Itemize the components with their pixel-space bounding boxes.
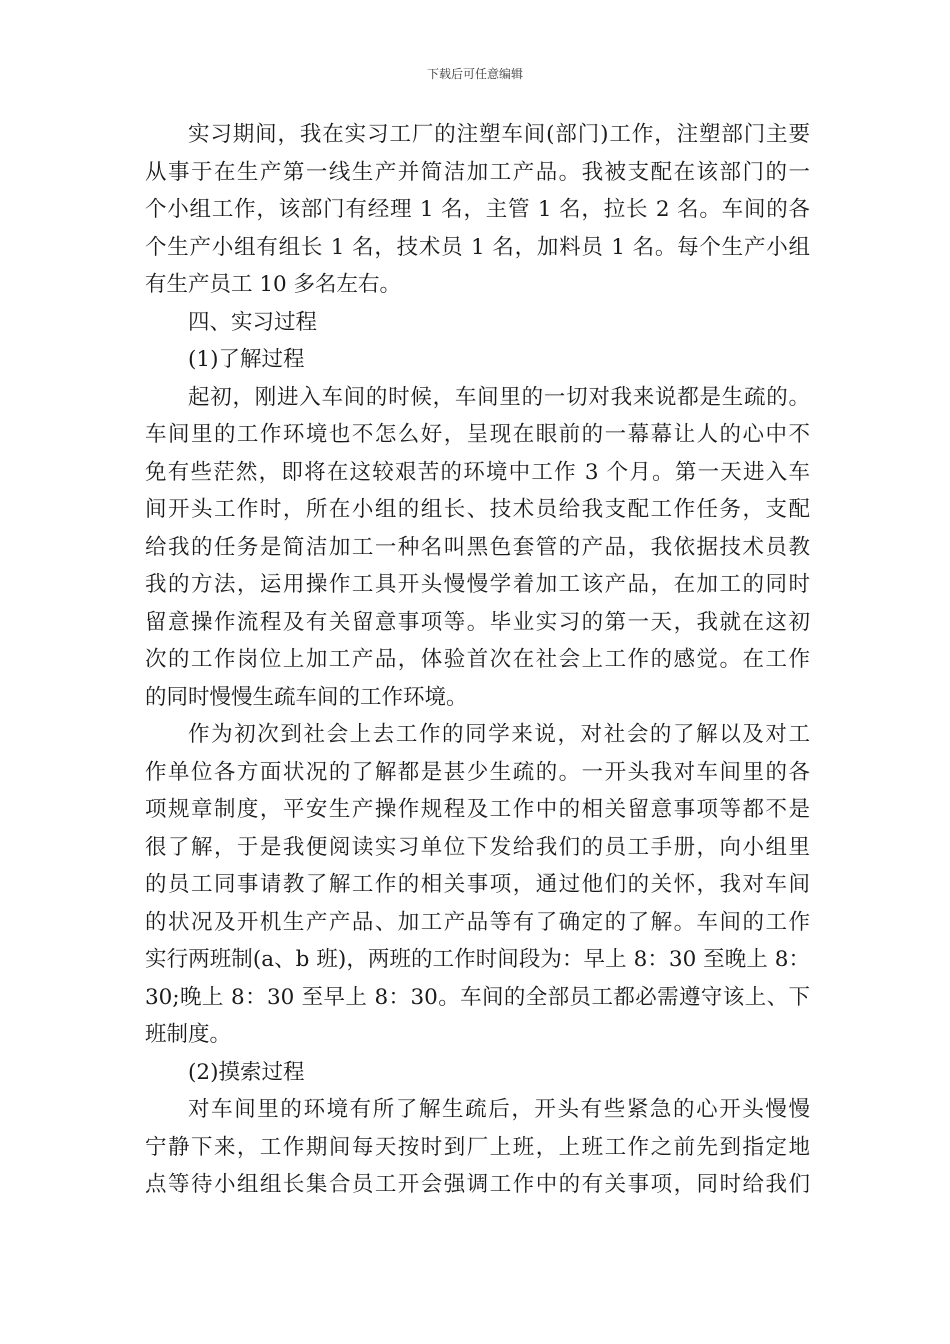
text-line: 间开头工作时，所在小组的组长、技术员给我支配工作任务，支配 <box>145 497 810 522</box>
text-line: 的员工同事请教了解工作的相关事项，通过他们的关怀，我对车间 <box>145 872 810 897</box>
text-line: 实习期间，我在实习工厂的注塑车间(部门)工作，注塑部门主要 <box>188 122 810 147</box>
text-line: 我的方法，运用操作工具开头慢慢学着加工该产品，在加工的同时 <box>145 572 810 597</box>
text-line: 对车间里的环境有所了解生疏后，开头有些紧急的心开头慢慢 <box>188 1097 810 1122</box>
text-line: 30;晚上 8：30 至早上 8：30。车间的全部员工都必需遵守该上、下 <box>145 984 810 1010</box>
text-line: 实行两班制(a、b 班)，两班的工作时间段为：早上 8：30 至晚上 8： <box>145 947 810 972</box>
text-line: 四、实习过程 <box>188 309 318 335</box>
text-line: 起初，刚进入车间的时候，车间里的一切对我来说都是生疏的。 <box>188 384 810 410</box>
text-line: 作为初次到社会上去工作的同学来说，对社会的了解以及对工 <box>188 722 810 747</box>
page-header: 下载后可任意编辑 <box>426 67 523 81</box>
text-line: 有生产员工 10 多名左右。 <box>145 272 402 297</box>
text-line: (1)了解过程 <box>188 347 305 372</box>
document-body <box>145 116 810 1204</box>
text-line: 宁静下来，工作期间每天按时到厂上班，上班工作之前先到指定地 <box>145 1134 810 1160</box>
text-line: 班制度。 <box>145 1022 232 1047</box>
text-line: (2)摸索过程 <box>188 1059 305 1085</box>
text-line: 从事于在生产第一线生产并简洁加工产品。我被支配在该部门的一 <box>145 159 810 185</box>
text-line: 给我的任务是简洁加工一种名叫黑色套管的产品，我依据技术员教 <box>145 534 810 560</box>
text-line: 车间里的工作环境也不怎么好，呈现在眼前的一幕幕让人的心中不 <box>145 422 810 447</box>
text-line: 的状况及开机生产产品、加工产品等有了确定的了解。车间的工作 <box>145 909 810 935</box>
text-line: 次的工作岗位上加工产品，体验首次在社会上工作的感觉。在工作 <box>145 647 810 672</box>
text-line: 作单位各方面状况的了解都是甚少生疏的。一开头我对车间里的各 <box>145 759 810 785</box>
text-line: 免有些茫然，即将在这较艰苦的环境中工作 3 个月。第一天进入车 <box>145 459 810 485</box>
text-line: 留意操作流程及有关留意事项等。毕业实习的第一天，我就在这初 <box>145 609 810 635</box>
text-line: 个生产小组有组长 1 名，技术员 1 名，加料员 1 名。每个生产小组 <box>145 234 810 260</box>
text-line: 个小组工作，该部门有经理 1 名，主管 1 名，拉长 2 名。车间的各 <box>145 197 810 222</box>
text-line: 很了解，于是我便阅读实习单位下发给我们的员工手册，向小组里 <box>145 834 810 860</box>
text-line: 点等待小组组长集合员工开会强调工作中的有关事项，同时给我们 <box>145 1172 810 1197</box>
text-line: 的同时慢慢生疏车间的工作环境。 <box>145 684 468 710</box>
text-line: 项规章制度，平安生产操作规程及工作中的相关留意事项等都不是 <box>145 797 810 822</box>
